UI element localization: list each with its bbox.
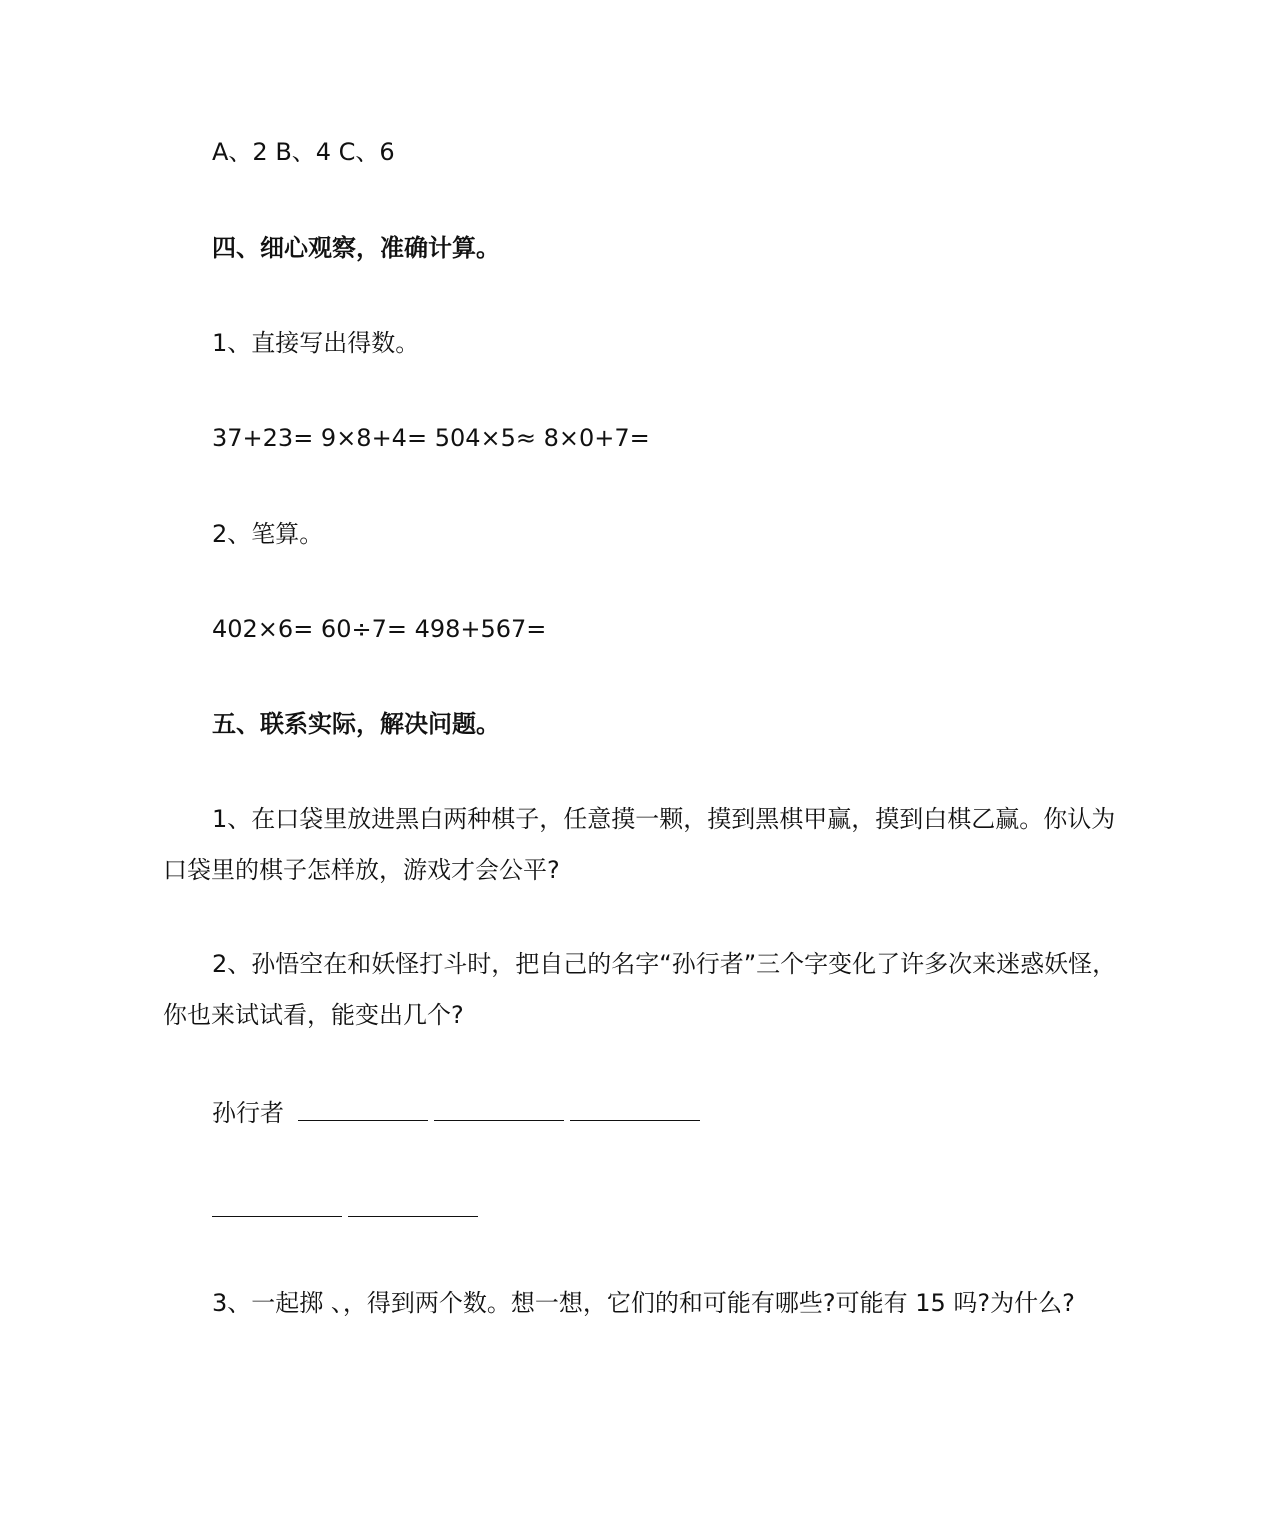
problem-1-paragraph: 1、在口袋里放进黑白两种棋子，任意摸一颗，摸到黑棋甲赢，摸到白棋乙赢。你认为口袋里的棋子怎样放，游戏才会公平?: [163, 805, 1116, 884]
section-5-heading: 五、联系实际，解决问题。: [212, 710, 500, 738]
problem-2-paragraph: 2、孙悟空在和妖怪打斗时，把自己的名字“孙行者”三个字变化了许多次来迷惑妖怪，你也来试试看，能变出几个?: [163, 950, 1117, 1029]
choice-options: A、2 B、4 C、6: [212, 138, 395, 166]
question-1-expressions: 37+23= 9×8+4= 504×5≈ 8×0+7=: [212, 424, 650, 452]
answer-label: 孙行者: [212, 1099, 284, 1127]
question-2-title: 2、笔算。: [212, 520, 324, 548]
answer-row-2: [212, 1190, 484, 1227]
answer-blank[interactable]: [298, 1094, 428, 1121]
question-1-title: 1、直接写出得数。: [212, 329, 420, 357]
answer-blanks-row-1: [298, 1094, 706, 1131]
question-2-expressions: 402×6= 60÷7= 498+567=: [212, 615, 547, 643]
answer-blank[interactable]: [570, 1094, 700, 1121]
problem-3-text: 3、一起掷 、，得到两个数。想一想，它们的和可能有哪些?可能有 15 吗?为什么?: [212, 1289, 1075, 1317]
answer-blank[interactable]: [212, 1190, 342, 1217]
section-4-heading: 四、细心观察，准确计算。: [212, 234, 500, 262]
answer-blank[interactable]: [434, 1094, 564, 1121]
answer-blank[interactable]: [348, 1190, 478, 1217]
answer-row-1: [212, 1094, 706, 1131]
